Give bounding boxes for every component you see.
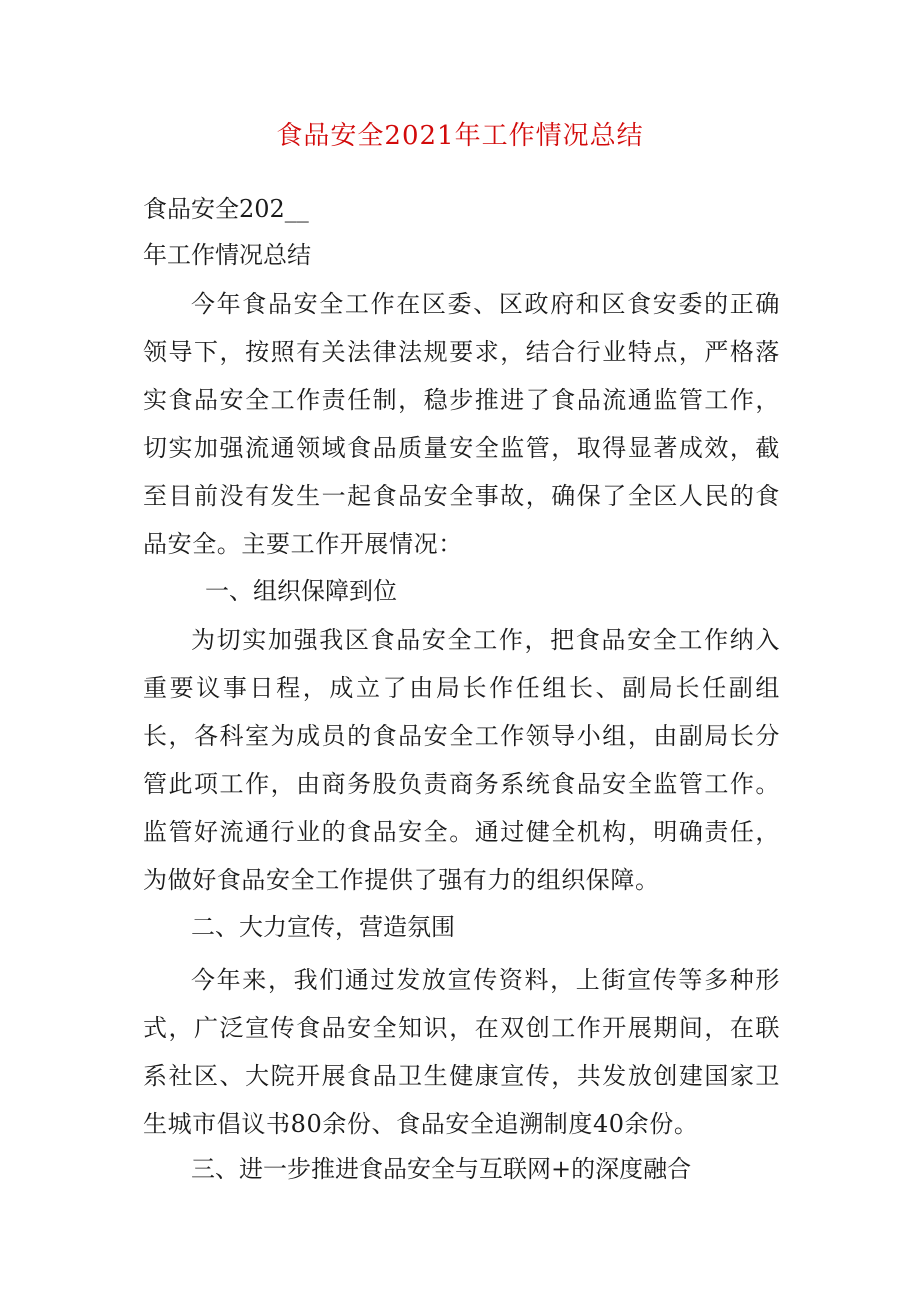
section1-paragraph: 为切实加强我区食品安全工作，把食品安全工作纳入重要议事日程，成立了由局长作任组长、副局长任副组长，各科室为成员的食品安全工作领导小组，由副局长分管此项工作，由商务股负责商务系统食品安全监管工作。监管好流通行业的食品安全。通过健全机构，明确责任，为做好食品安全工作提供了强有力的组织保障。	[143, 626, 780, 894]
section1-heading: 一、组织保障到位	[205, 577, 397, 605]
subtitle-line-1: 食品安全202__	[143, 195, 309, 223]
section2-paragraph: 今年来，我们通过发放宣传资料，上街宣传等多种形式，广泛宣传食品安全知识，在双创工作开展期间，在联系社区、大院开展食品卫生健康宣传，共发放创建国家卫生城市倡议书80余份、食品安全追溯制度40余份。	[143, 966, 780, 1138]
subtitle-line-2: 年工作情况总结	[143, 241, 311, 269]
document-title: 食品安全2021年工作情况总结	[276, 121, 644, 151]
section2-heading: 二、大力宣传，营造氛围	[191, 913, 455, 941]
section3-heading: 三、进一步推进食品安全与互联网+的深度融合	[191, 1155, 692, 1183]
intro-paragraph: 今年食品安全工作在区委、区政府和区食安委的正确领导下，按照有关法律法规要求，结合行业特点，严格落实食品安全工作责任制，稳步推进了食品流通监管工作，切实加强流通领域食品质量安全监管，取得显著成效，截至目前没有发生一起食品安全事故，确保了全区人民的食品安全。主要工作开展情况：	[143, 290, 780, 558]
